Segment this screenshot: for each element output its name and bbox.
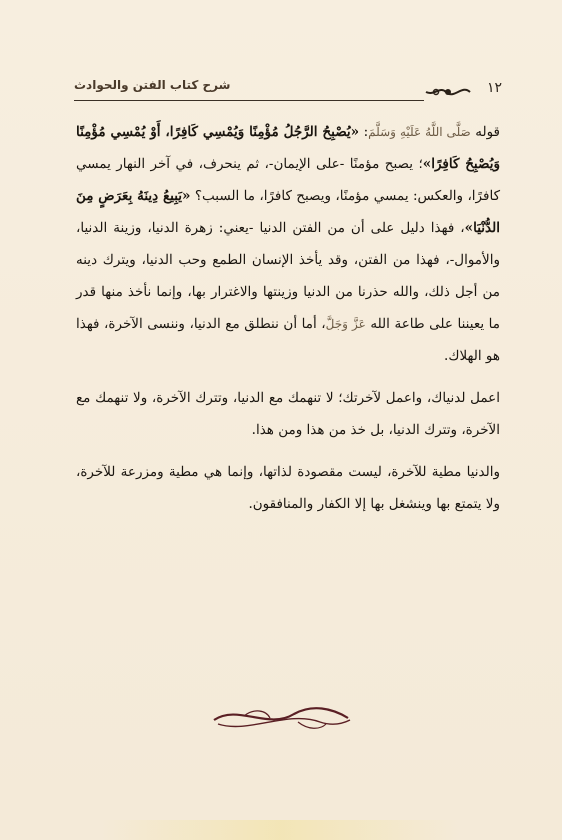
paragraph-2: اعمل لدنياك، واعمل لآخرتك؛ لا تنهمك مع الدنيا، وتترك الآخرة، ولا تنهمك مع الآخرة، وتترك الدنيا، بل خذ من هذا ومن هذا. xyxy=(76,390,500,438)
colon: : xyxy=(363,124,369,140)
calligraphic-divider-icon xyxy=(208,700,354,734)
page-number: ١٢ xyxy=(486,80,502,96)
hadith-quote-2: «يَبِيعُ دِينَهُ بِعَرَضٍ مِنَ الدُّنْيَا» xyxy=(76,188,500,236)
honorific-phrase: صَلَّى اللَّهُ عَلَيْهِ وَسَلَّمَ xyxy=(368,125,471,139)
header-rule xyxy=(74,100,424,101)
calligraphic-flourish-icon xyxy=(422,82,472,102)
paragraph-1-text-a: ؛ يصبح مؤمنًا -على الإيمان-، ثم ينحرف، في آخر النهار يمسي كافرًا، والعكس: يمسي مؤمنًا، ويصبح كافرًا، ما السبب؟ xyxy=(76,156,500,204)
page-edge-bleed xyxy=(100,820,460,840)
hadith-quote-1: «يُصْبِحُ الرَّجُلُ مُؤْمِنًا وَيُمْسِي كَافِرًا، أَوْ يُمْسِي مُؤْمِنًا وَيُصْبِحُ كَافِرًا» xyxy=(76,124,500,172)
paragraph-1-text-b: ، فهذا دليل على أن من الفتن الدنيا -يعني: زهرة الدنيا، وزينة الدنيا، والأموال-، فهذا من الفتن، وقد يأخذ الإنسان الطمع وحب الدنيا، ويترك دينه من أجل ذلك، والله حذرنا من الدنيا وزينتها والاغترار بها، وإنما نأخذ منها قدر ما يعيننا على طاعة الله xyxy=(76,220,500,332)
paragraph-1-text-c: ، أما أن ننطلق مع الدنيا، وننسى الآخرة، فهذا هو الهلاك. xyxy=(76,316,500,364)
paragraph-1 xyxy=(76,116,500,372)
paragraph-3: والدنيا مطية للآخرة، ليست مقصودة لذاتها، وإنما هي مطية ومزرعة للآخرة، ولا يتمتع بها وينشغل بها إلا الكفار والمنافقون. xyxy=(76,464,500,512)
honorific-phrase-2: عَزَّ وَجَلَّ xyxy=(325,317,366,331)
body-text xyxy=(76,116,500,520)
intro-word: قوله xyxy=(475,124,500,140)
book-title: شرح كتاب الفتن والحوادث xyxy=(74,78,231,92)
